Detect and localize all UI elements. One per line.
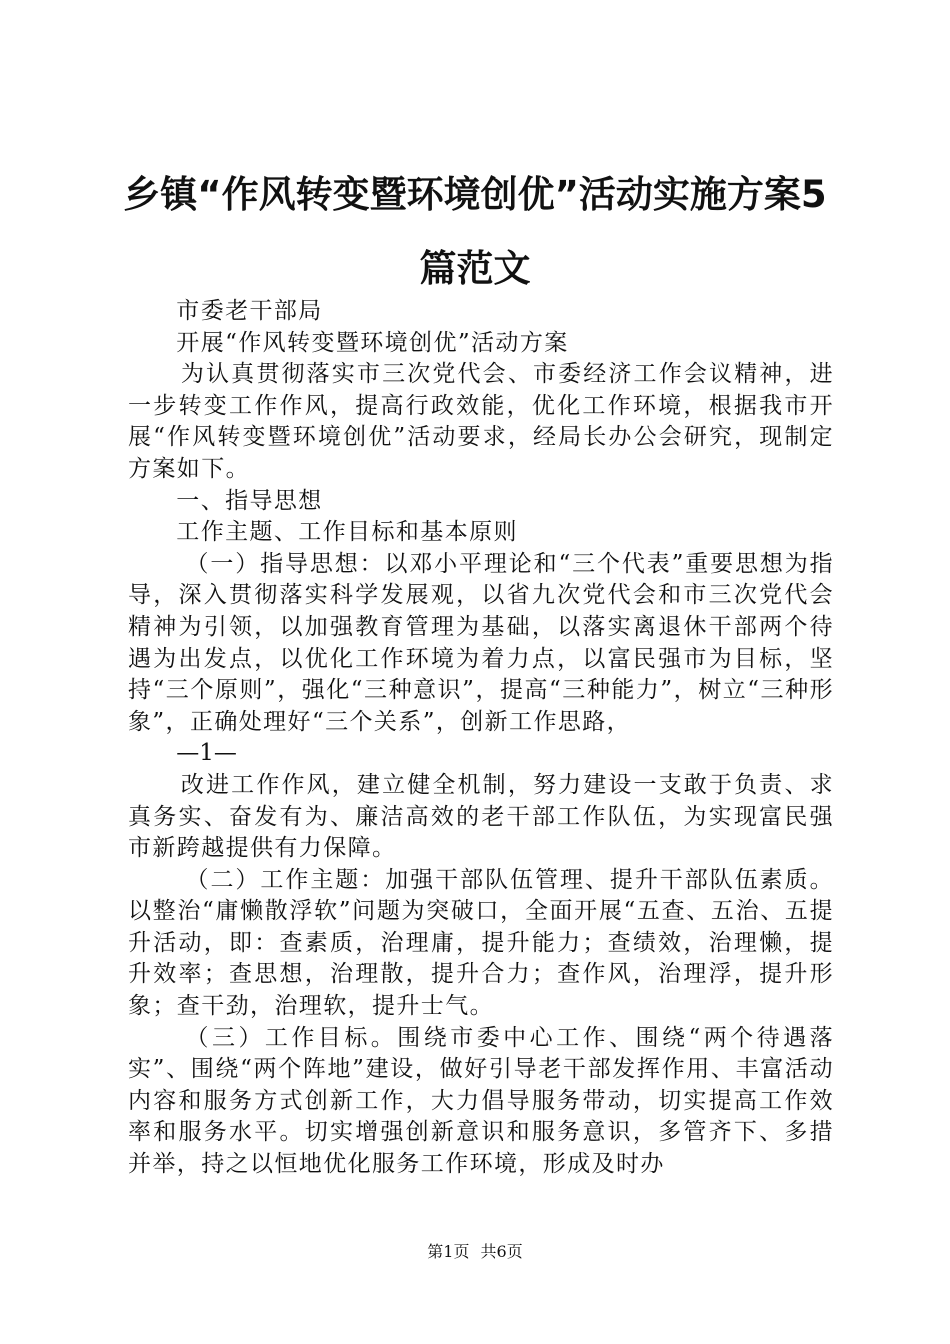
paragraph-guiding-thought: （一）指导思想：以邓小平理论和“三个代表”重要思想为指导，深入贯彻落实科学发展观，以省九次党代会和市三次党代会精神为引领，以加强教育管理为基础，以落实离退休干部两个待遇为出发点，以优化工作环境为着力点，以富民强市为目标，坚持“三个原则”，强化“三种意识”，提高“三种能力”，树立“三种形象”，正确处理好“三个关系”，创新工作思路， [128,550,834,735]
paragraph-work-theme: （二）工作主题：加强干部队伍管理、提升干部队伍素质。以整治“庸懒散浮软”问题为突破口，全面开展“五查、五治、五提升活动，即：查素质，治理庸，提升能力；查绩效，治理懒，提升效率；查思想，治理散，提升合力；查作风，治理浮，提升形象；查干劲，治理软，提升士气。 [128,866,834,1020]
paragraph-continuation: 改进工作作风，建立健全机制，努力建设一支敢于负责、求真务实、奋发有为、廉洁高效的老干部工作队伍，为实现富民强市新跨越提供有力保障。 [128,771,834,862]
page-total: 共6页 [480,1242,523,1261]
document-body [128,296,834,1181]
paragraph-subheading: 工作主题、工作目标和基本原则 [176,519,518,546]
paragraph-work-goal: （三）工作目标。围绕市委中心工作、围绕“两个待遇落实”、围绕“两个阵地”建设，做好引导老干部发挥作用、丰富活动内容和服务方式创新工作，大力倡导服务带动，切实提高工作效率和服务水平。切实增强创新意识和服务意识，多管齐下、多措并举，持之以恒地优化服务工作环境，形成及时办 [128,1024,834,1178]
paragraph-subtitle: 开展“作风转变暨环境创优”活动方案 [176,329,569,356]
page-number: 第1页 [427,1242,470,1261]
page-footer [0,1242,950,1262]
section-heading: 一、指导思想 [176,487,323,514]
paragraph-intro: 为认真贯彻落实市三次党代会、市委经济工作会议精神，进一步转变工作作风，提高行政效能，优化工作环境，根据我市开展“作风转变暨环境创优”活动要求，经局长办公会研究，现制定方案如下。 [128,361,834,482]
document-title: 乡镇“作风转变暨环境创优”活动实施方案5篇范文 [123,173,827,290]
paragraph-org: 市委老干部局 [176,298,323,324]
inline-page-marker: —1— [176,740,237,767]
